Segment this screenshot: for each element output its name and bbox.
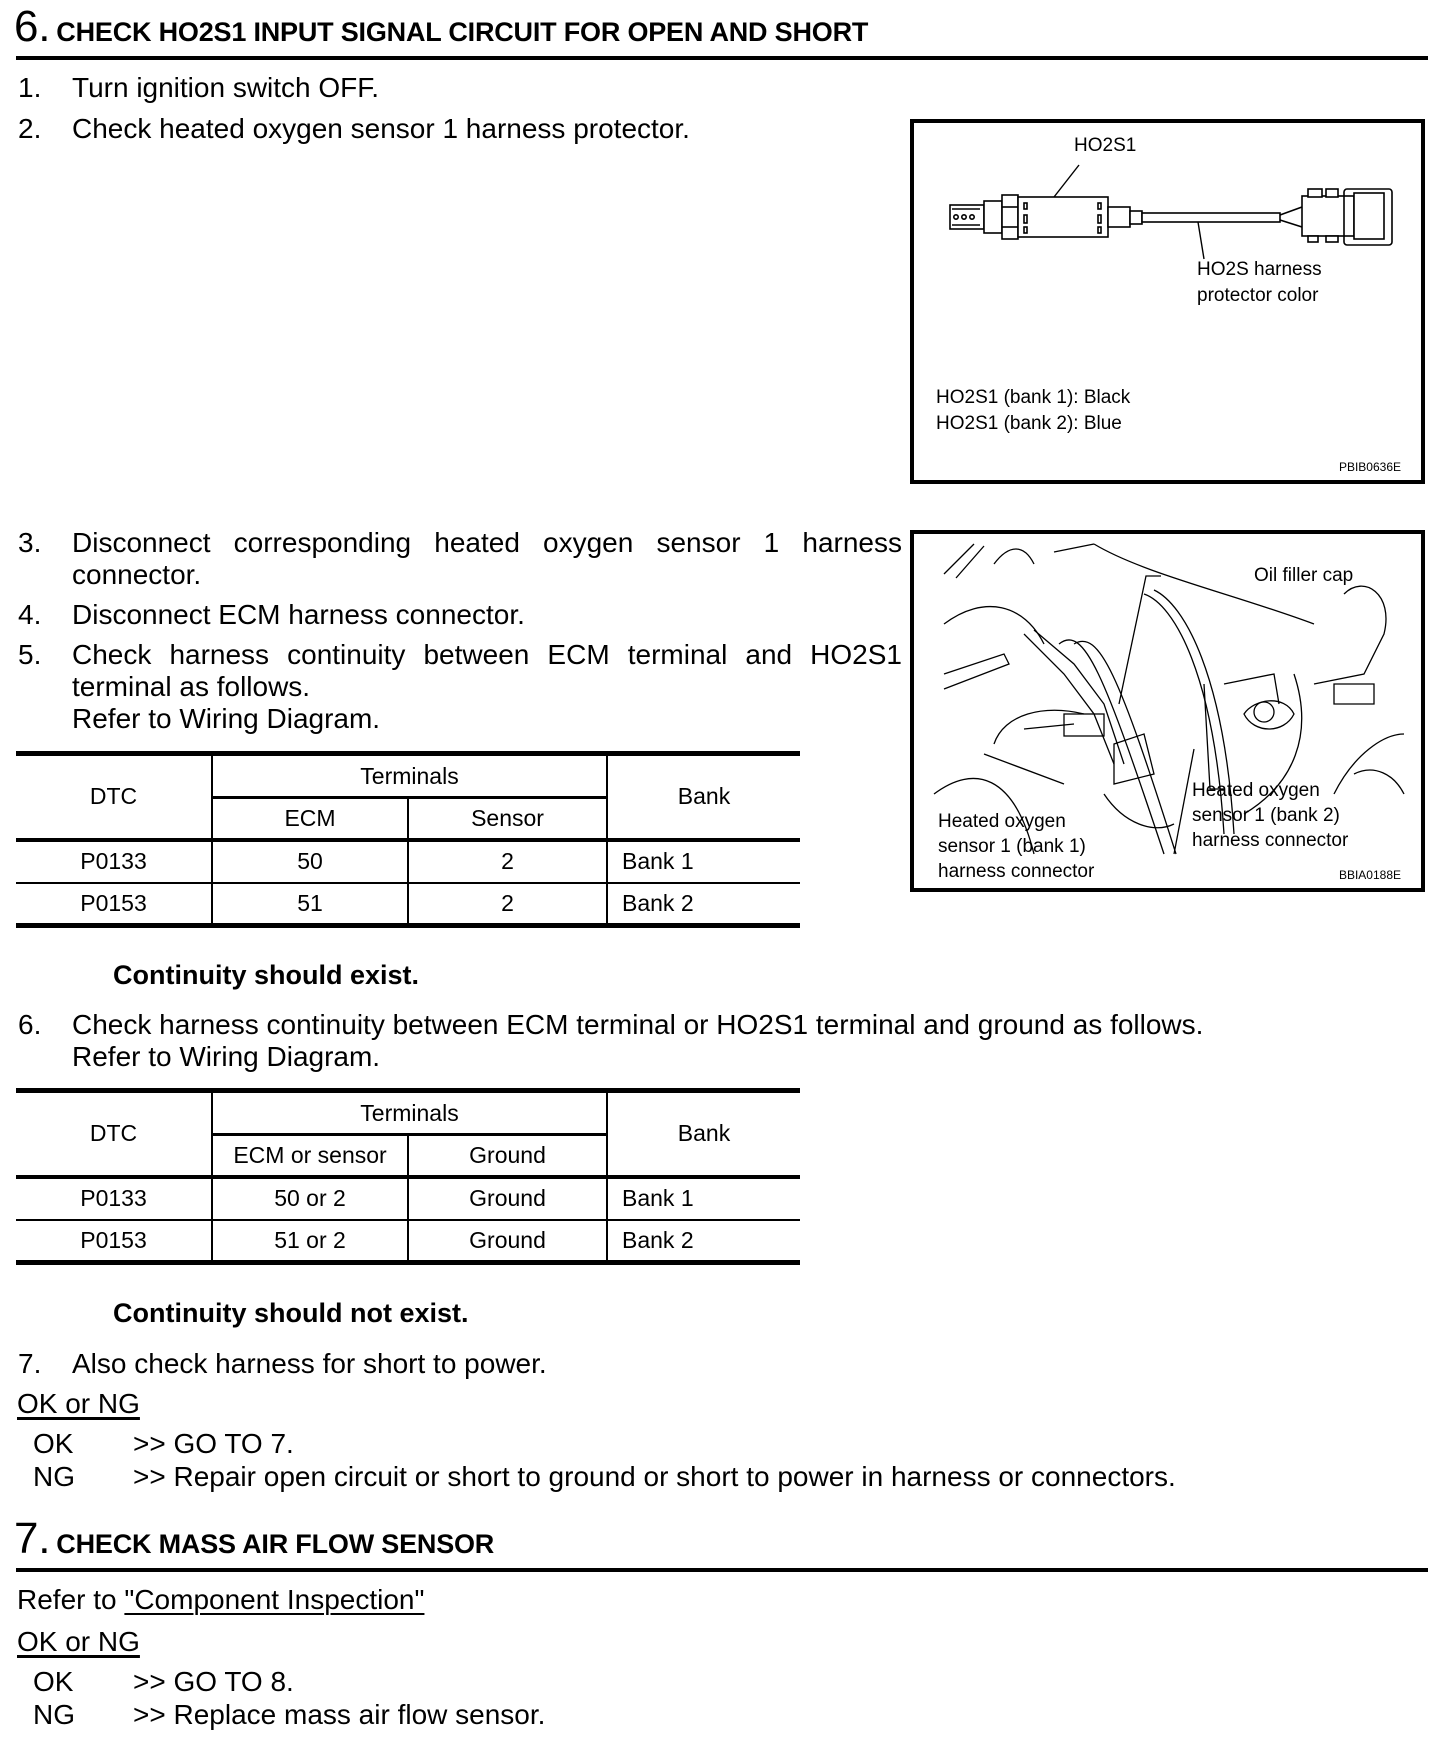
section-6-ng-action: >> Repair open circuit or short to ground or short to power in harness or connectors. <box>133 1461 1176 1492</box>
table1-row2-dtc: P0153 <box>16 883 212 926</box>
section-6-result-label: OK or NG <box>17 1388 140 1419</box>
figure1-bank1-color: HO2S1 (bank 1): Black <box>936 387 1131 408</box>
step-5-number: 5. <box>18 639 42 670</box>
section-6-heading <box>14 2 868 52</box>
section-7-ng-action: >> Replace mass air flow sensor. <box>133 1699 546 1730</box>
section-7-refer <box>17 1584 424 1616</box>
figure1-bank2-color: HO2S1 (bank 2): Blue <box>936 413 1122 434</box>
table1-row2-bank: Bank 2 <box>607 883 800 926</box>
step-5-text-line-3: Refer to Wiring Diagram. <box>72 703 381 734</box>
figure1-protector-label-1: HO2S harness <box>1197 259 1322 280</box>
step-4-text: Disconnect ECM harness connector. <box>72 599 525 630</box>
step-2-text: Check heated oxygen sensor 1 harness protector. <box>72 113 690 144</box>
table1-row <box>16 840 800 883</box>
table2-header-ecm-or-sensor: ECM or sensor <box>212 1135 408 1177</box>
table1-header-dtc: DTC <box>16 754 212 840</box>
table2-header-ground: Ground <box>408 1135 607 1177</box>
step-1-number: 1. <box>18 72 42 103</box>
section-6-ok-key: OK <box>33 1428 74 1459</box>
section-6-ng-key: NG <box>33 1461 75 1492</box>
figure2-bank1-label-3: harness connector <box>938 861 1095 882</box>
table2-row1-bank: Bank 1 <box>607 1177 800 1220</box>
figure2-bank2-label-1: Heated oxygen <box>1192 780 1320 801</box>
continuity-table-ground <box>16 1088 800 1265</box>
table1-row1-bank: Bank 1 <box>607 840 800 883</box>
table1-row2-sensor: 2 <box>408 883 607 926</box>
figure2-bank2-label-3: harness connector <box>1192 830 1349 851</box>
step-6-text-line-1: Check harness continuity between ECM terminal or HO2S1 terminal and ground as follows. <box>72 1009 1204 1040</box>
step-3-number: 3. <box>18 527 42 558</box>
section-6-title: CHECK HO2S1 INPUT SIGNAL CIRCUIT FOR OPEN AND SHORT <box>56 17 869 47</box>
section-7-ok-key: OK <box>33 1666 74 1697</box>
table2-row1-terminal: 50 or 2 <box>212 1177 408 1220</box>
table1-header-terminals: Terminals <box>212 754 607 798</box>
step-1-text: Turn ignition switch OFF. <box>72 72 380 103</box>
step-6-number: 6. <box>18 1009 42 1040</box>
section-6-number: 6. <box>14 2 51 51</box>
figure2-bank2-label-2: sensor 1 (bank 2) <box>1192 805 1340 826</box>
table2-header-dtc: DTC <box>16 1091 212 1177</box>
step-7-text: Also check harness for short to power. <box>72 1348 547 1379</box>
table2-row2-ground: Ground <box>408 1220 607 1263</box>
table1-header-bank: Bank <box>607 754 800 840</box>
continuity-table-ecm-sensor <box>16 751 800 928</box>
table2-row <box>16 1177 800 1220</box>
section-7-result-label: OK or NG <box>17 1626 140 1657</box>
figure1-protector-label-2: protector color <box>1197 285 1319 306</box>
table1-header-sensor: Sensor <box>408 798 607 840</box>
table1-header-ecm: ECM <box>212 798 408 840</box>
table1-row <box>16 883 800 926</box>
figure2-bank1-label-2: sensor 1 (bank 1) <box>938 836 1086 857</box>
section-7-heading <box>14 1514 494 1564</box>
section-6-divider <box>16 56 1428 60</box>
table2-row2-terminal: 51 or 2 <box>212 1220 408 1263</box>
table1-row2-ecm: 51 <box>212 883 408 926</box>
table1-row1-sensor: 2 <box>408 840 607 883</box>
figure2-oil-filler-cap-label: Oil filler cap <box>1254 565 1354 586</box>
section-7-number: 7. <box>14 1514 51 1563</box>
section-7-ng-key: NG <box>33 1699 75 1730</box>
table2-row2-dtc: P0153 <box>16 1220 212 1263</box>
figure2-bank1-label-1: Heated oxygen <box>938 811 1066 832</box>
table1-row1-dtc: P0133 <box>16 840 212 883</box>
figure-harness-connector-location <box>910 530 1425 892</box>
section-7-ok-action[interactable]: >> GO TO 8. <box>133 1666 294 1697</box>
table2-row2-bank: Bank 2 <box>607 1220 800 1263</box>
table2-row1-ground: Ground <box>408 1177 607 1220</box>
section-6-ok-action[interactable]: >> GO TO 7. <box>133 1428 294 1459</box>
step-3-text-line-2: connector. <box>72 559 202 590</box>
section-7-title: CHECK MASS AIR FLOW SENSOR <box>56 1529 495 1559</box>
step-7-number: 7. <box>18 1348 42 1379</box>
table2-row1-dtc: P0133 <box>16 1177 212 1220</box>
step-4-number: 4. <box>18 599 42 630</box>
table1-note: Continuity should exist. <box>113 960 420 990</box>
figure-ho2s1-harness-protector <box>910 119 1425 484</box>
table2-row <box>16 1220 800 1263</box>
step-5-text-line-2: terminal as follows. <box>72 671 311 702</box>
table2-header-bank: Bank <box>607 1091 800 1177</box>
figure1-sensor-label: HO2S1 <box>1074 135 1137 156</box>
step-2-number: 2. <box>18 113 42 144</box>
figure2-id: BBIA0188E <box>1338 868 1401 882</box>
section-7-divider <box>16 1568 1428 1572</box>
figure1-id: PBIB0636E <box>1338 460 1401 474</box>
step-5-text-line-1: Check harness continuity between ECM terminal and HO2S1 <box>72 639 902 670</box>
component-inspection-link[interactable]: "Component Inspection" <box>124 1584 425 1615</box>
step-6-text-line-2: Refer to Wiring Diagram. <box>72 1041 381 1072</box>
step-3-text-line-1: Disconnect corresponding heated oxygen sensor 1 harness <box>72 527 902 558</box>
table2-header-terminals: Terminals <box>212 1091 607 1135</box>
table1-row1-ecm: 50 <box>212 840 408 883</box>
section-7-refer-prefix: Refer to <box>17 1584 125 1615</box>
table2-note: Continuity should not exist. <box>113 1298 469 1328</box>
